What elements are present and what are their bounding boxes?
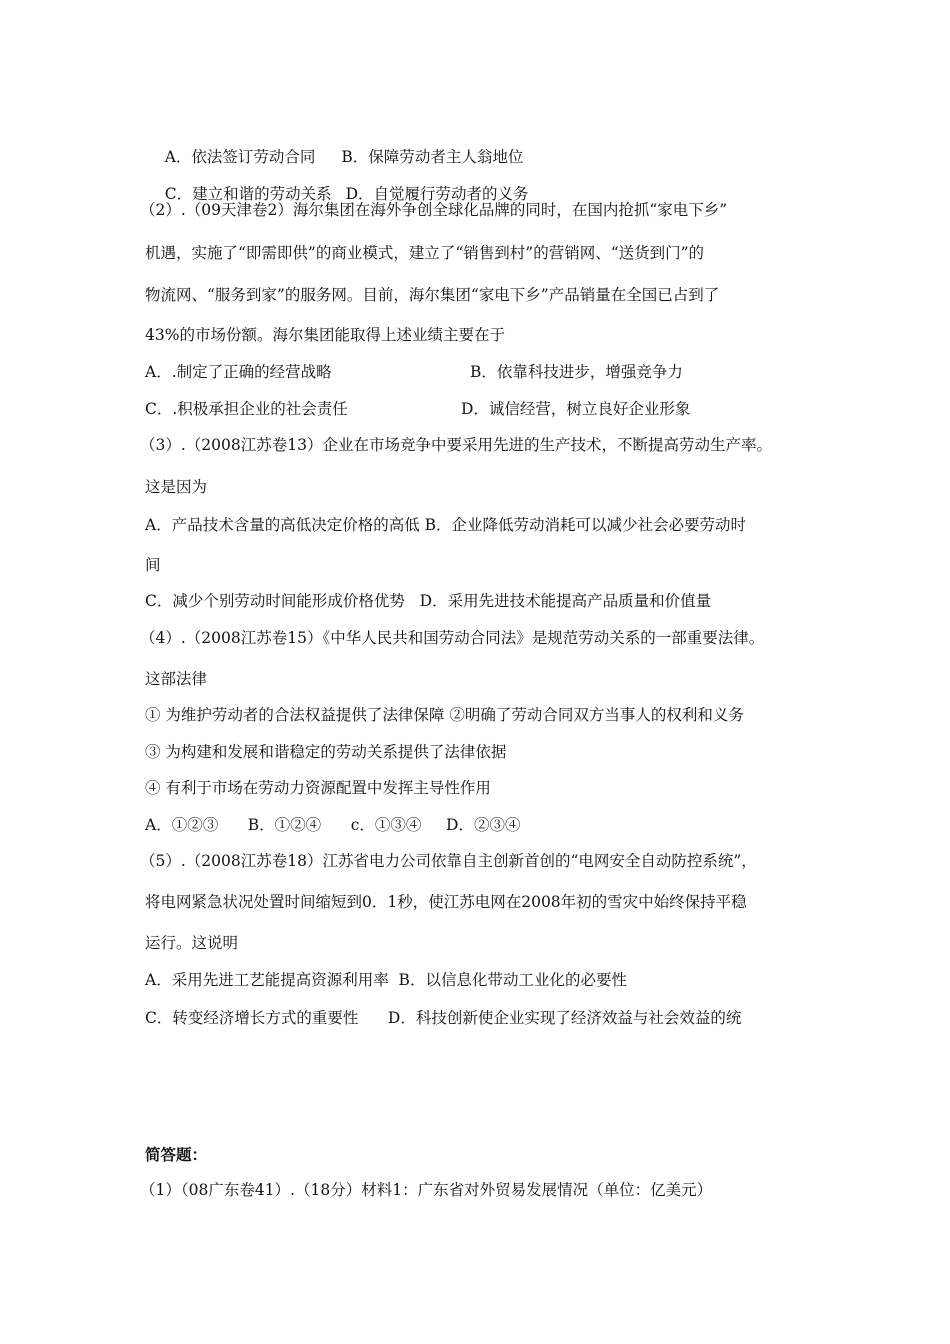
q4-item-1-2: ① 为维护劳动者的合法权益提供了法律保障 ②明确了劳动合同双方当事人的权利和义务 bbox=[145, 706, 744, 724]
q1-option-d: D．自觉履行劳动者的义务 bbox=[345, 185, 529, 203]
q4-item-4: ④ 有利于市场在劳动力资源配置中发挥主导性作用 bbox=[145, 779, 491, 797]
q4-stem-line-1: （4）.（2008江苏卷15）《中华人民共和国劳动合同法》是规范劳动关系的一部重要法律。 bbox=[140, 629, 765, 647]
q2-stem-line-4: 43%的市场份额。海尔集团能取得上述业绩主要在于 bbox=[145, 326, 505, 344]
q2-stem-line-3: 物流网、“服务到家”的服务网。目前，海尔集团“家电下乡”产品销量在全国已占到了 bbox=[145, 286, 720, 304]
section-question-1: （1）（08广东卷41）.（18分）材料1：广东省对外贸易发展情况（单位：亿美元） bbox=[140, 1181, 713, 1199]
q4-options: A．①②③ B．①②④ c．①③④ D．②③④ bbox=[145, 816, 521, 834]
q2-option-d: D．诚信经营，树立良好企业形象 bbox=[461, 400, 691, 418]
q5-options-line-1: A．采用先进工艺能提高资源利用率 B．以信息化带动工业化的必要性 bbox=[145, 971, 627, 989]
q3-options-line-1: A．产品技术含量的高低决定价格的高低 B．企业降低劳动消耗可以减少社会必要劳动时 bbox=[145, 516, 747, 534]
q2-stem-line-1: （2）.（09天津卷2）海尔集团在海外争创全球化品牌的同时，在国内抢抓“家电下乡” bbox=[140, 201, 728, 219]
q1-option-b: B．保障劳动者主人翁地位 bbox=[341, 148, 524, 166]
q2-option-c: C．.积极承担企业的社会责任 bbox=[145, 400, 348, 418]
q2-stem-line-2: 机遇，实施了“即需即供”的商业模式，建立了“销售到村”的营销网、“送货到门”的 bbox=[145, 244, 705, 262]
q5-options-line-2: C．转变经济增长方式的重要性 D．科技创新使企业实现了经济效益与社会效益的统 bbox=[145, 1009, 742, 1027]
q1-option-a: A．依法签订劳动合同 bbox=[164, 148, 316, 166]
q3-options-line-2: 间 bbox=[145, 556, 161, 574]
q5-stem-line-3: 运行。这说明 bbox=[145, 934, 239, 952]
q5-stem-line-2: 将电网紧急状况处置时间缩短到0．1秒，使江苏电网在2008年初的雪灾中始终保持平稳 bbox=[145, 893, 747, 911]
q3-stem-line-2: 这是因为 bbox=[145, 478, 208, 496]
q1-option-c: C．建立和谐的劳动关系 bbox=[164, 185, 332, 203]
q4-item-3: ③ 为构建和发展和谐稳定的劳动关系提供了法律依据 bbox=[145, 743, 507, 761]
q2-option-a: A．.制定了正确的经营战略 bbox=[145, 363, 332, 381]
q3-stem-line-1: （3）.（2008江苏卷13）企业在市场竞争中要采用先进的生产技术，不断提高劳动生产率。 bbox=[140, 436, 772, 454]
q4-stem-line-2: 这部法律 bbox=[145, 670, 208, 688]
q3-options-line-3: C．减少个别劳动时间能形成价格优势 D．采用先进技术能提高产品质量和价值量 bbox=[145, 592, 712, 610]
q5-stem-line-1: （5）.（2008江苏卷18）江苏省电力公司依靠自主创新首创的“电网安全自动防控系统”， bbox=[140, 852, 757, 870]
q2-option-b: B．依靠科技进步，增强竞争力 bbox=[470, 363, 683, 381]
section-heading: 简答题： bbox=[145, 1145, 208, 1164]
